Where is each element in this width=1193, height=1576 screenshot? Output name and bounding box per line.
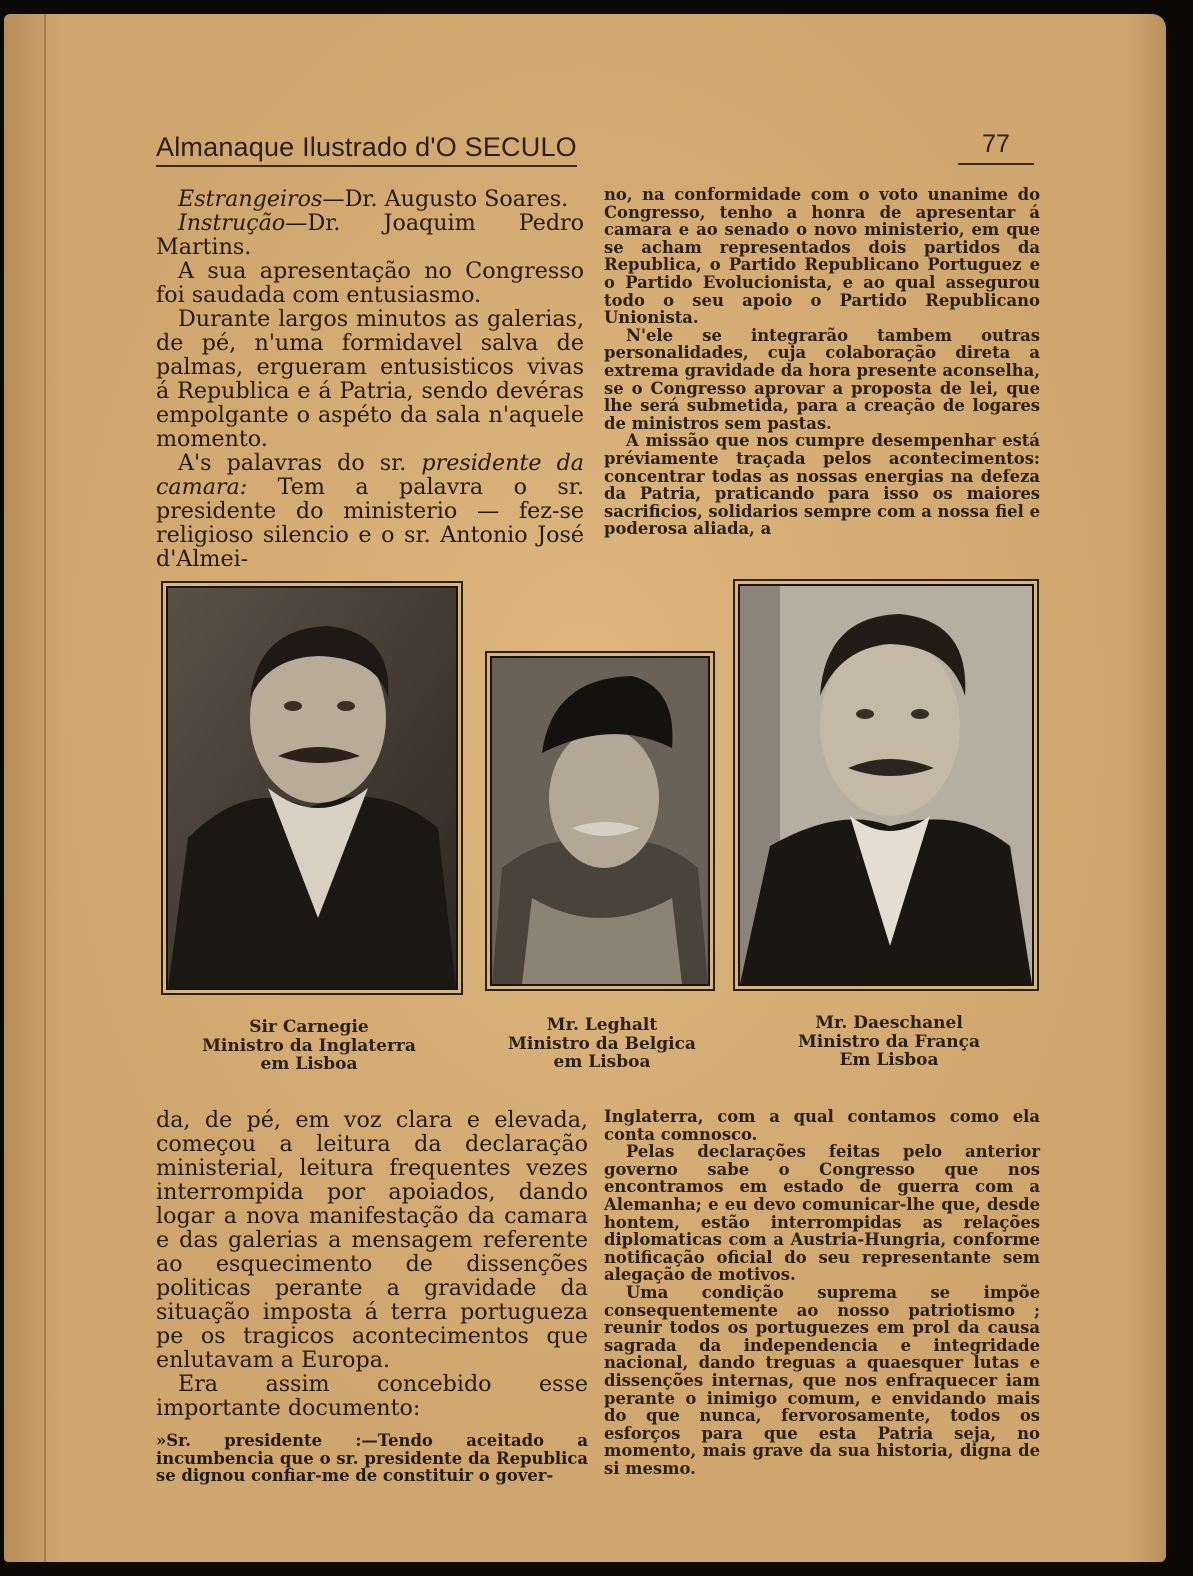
- caption-name: Mr. Daeschanel: [815, 1013, 963, 1033]
- photo-caption-2: [472, 1016, 732, 1072]
- caption-location: em Lisboa: [260, 1054, 358, 1074]
- column-bottom-left: [156, 1108, 588, 1485]
- paragraph: [156, 451, 584, 571]
- running-title: Almanaque Ilustrado d'O SECULO: [156, 132, 577, 167]
- page: [4, 14, 1166, 1562]
- paragraph: N'ele se integrarão tambem outras personalidades, cuja colaboração direta a extrema gravidade da hora presente aconselha, se o Congresso aprovar a proposta de lei, que lhe será submetida, para a creação de logares de ministros sem pastas.: [604, 325, 1040, 433]
- paragraph: da, de pé, em voz clara e elevada, começou a leitura da declaração ministerial, leitura frequentes vezes interrompida por apoiados, dando logar a nova manifestação da camara e das galerias a mensagem referente ao esquecimento de dissenções politicas perante a gravidade da situação imposta á terra portugueza pe os tragicos acontecimentos que enlutavam a Europa.: [156, 1107, 588, 1373]
- paragraph: Pelas declarações feitas pelo anterior governo sabe o Congresso que nos encontramos em estado de guerra com a Alemanha; e eu devo comunicar-lhe que, desde hontem, estão interrompidas as relações diplomaticas com a Austria-Hungria, conforme notificação oficial do seu representante sem alegação de motivos.: [604, 1142, 1040, 1285]
- paragraph: [156, 211, 584, 259]
- ministry-label: Estrangeiros: [178, 186, 323, 212]
- paragraph: A missão que nos cumpre desempenhar está préviamente traçada pelos acontecimentos: concentrar todas as nossas energias na defeza da Patria, praticando para isso os maiores sacrificios, solidarios sempre com a nossa fiel e poderosa aliada, a: [604, 431, 1040, 539]
- caption-name: Mr. Leghalt: [546, 1015, 658, 1035]
- column-top-left: [156, 187, 584, 571]
- portrait-photo-leghalt: [490, 656, 710, 986]
- paragraph: no, na conformidade com o voto unanime do Congresso, tenho a honra de apresentar á camara e ao senado o novo ministerio, em que se acham representados dois partidos da Republica, o Partido Republicano Portuguez e o Partido Evolucionista, e ao qual assegurou todo o seu apoio o Partido Republicano Unionista.: [604, 185, 1040, 328]
- ministry-label: Instrução: [178, 210, 286, 236]
- paragraph: Uma condição suprema se impõe consequentemente ao nosso patriotismo ; reunir todos os portuguezes em prol da causa sagrada da independencia e integridade nacional, dando treguas a quaesquer lutas e dissenções internas, que nos enfraquecer iam perante o inimigo comum, e envidando mais do que nunca, fervorosamente, todos os esforços para que esta Patria seja, no momento, mais grave da sua historia, digna de si mesmo.: [604, 1282, 1040, 1478]
- text-run: Tem a palavra o sr. presidente do ministerio — fez-se religioso silencio e o sr. Antonio José d'Almei-: [156, 474, 584, 572]
- portrait-image: [740, 586, 1032, 984]
- column-bottom-right: [604, 1108, 1040, 1477]
- caption-name: Sir Carnegie: [249, 1017, 369, 1037]
- caption-role: Ministro da Inglaterra: [202, 1035, 416, 1056]
- paragraph: Durante largos minutos as galerias, de pé, n'uma formidavel salva de palmas, ergueram entusisticos vivas á Republica e á Patria, sendo devéras empolgante o aspéto da sala n'aquele momento.: [156, 306, 584, 452]
- caption-role: Ministro da Belgica: [508, 1033, 696, 1054]
- portrait-image: [492, 658, 708, 984]
- column-top-right: [604, 186, 1040, 538]
- text-run: A's palavras do sr.: [178, 450, 422, 476]
- portrait-photo-carnegie: [166, 586, 458, 990]
- binding-edge: [44, 14, 46, 1562]
- portrait-image: [168, 588, 456, 988]
- paragraph: [156, 187, 584, 211]
- declaration-quote: »Sr. presidente :—Tendo aceitado a incumbencia que o sr. presidente da Republica se dignou confiar-me de constituir o gover-: [156, 1431, 588, 1486]
- caption-location: Em Lisboa: [839, 1050, 939, 1070]
- emphasis: presidente da camara:: [156, 450, 585, 500]
- paragraph: Era assim concebido esse importante documento:: [156, 1371, 588, 1421]
- minister-name: —Dr. Augusto Soares.: [322, 186, 569, 212]
- photo-caption-1: [174, 1018, 444, 1074]
- paragraph: Inglaterra, com a qual contamos como ela conta comnosco.: [604, 1107, 1040, 1144]
- page-number: 77: [958, 130, 1034, 165]
- photo-caption-3: [754, 1014, 1024, 1070]
- caption-location: em Lisboa: [553, 1052, 651, 1072]
- portrait-photo-daeschanel: [738, 584, 1034, 986]
- paragraph: A sua apresentação no Congresso foi saudada com entusiasmo.: [156, 258, 584, 308]
- caption-role: Ministro da França: [797, 1031, 981, 1052]
- minister-name: —Dr. Joaquim Pedro Martins.: [156, 210, 584, 260]
